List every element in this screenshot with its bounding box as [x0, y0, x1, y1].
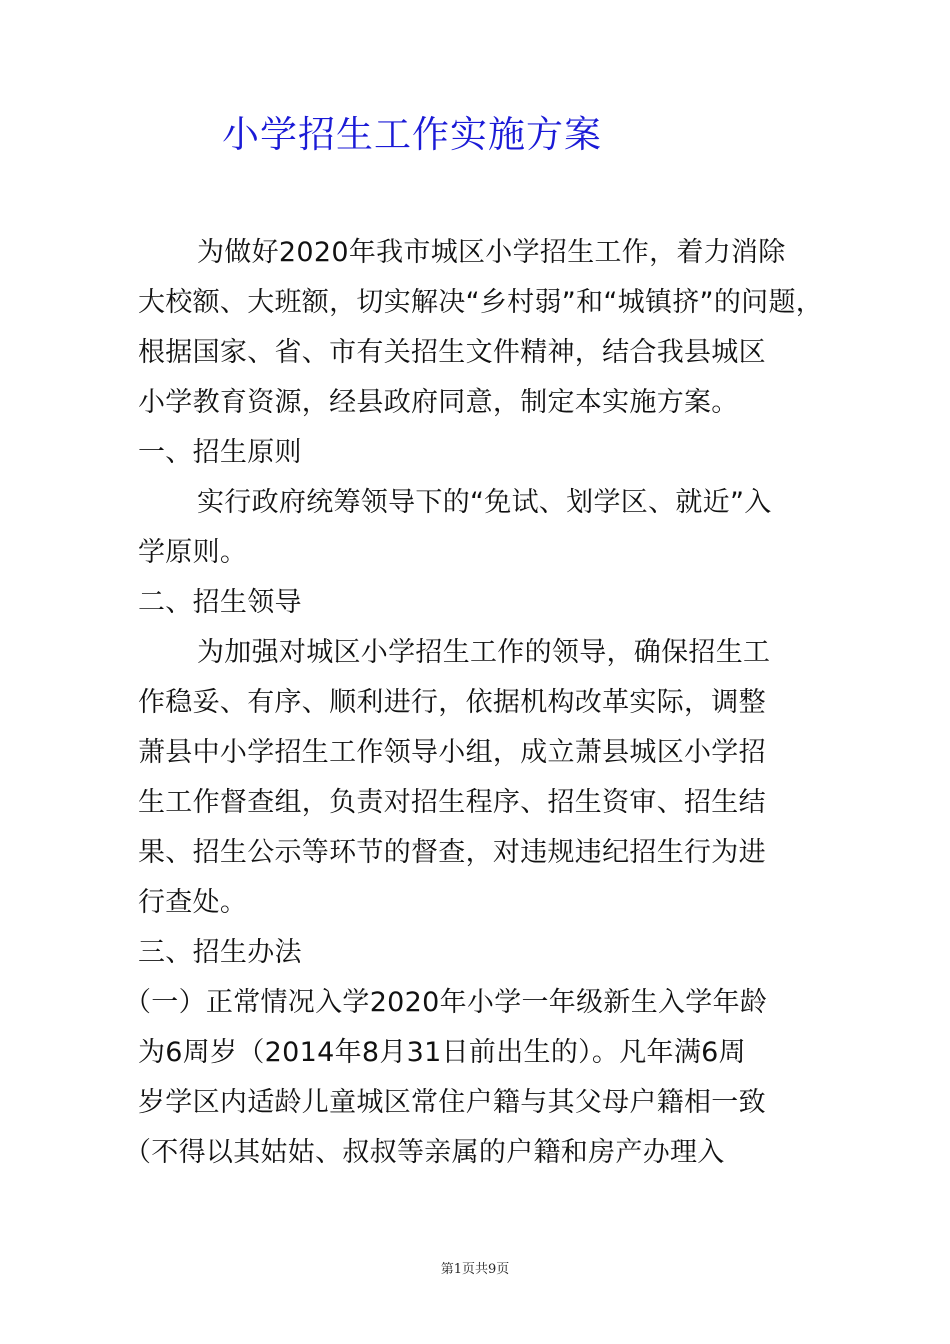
paragraph-line: 大校额、大班额，切实解决“乡村弱”和“城镇挤”的问题， — [138, 287, 824, 318]
paragraph-line: （一）正常情况入学2020年小学一年级新生入学年龄 — [124, 987, 768, 1018]
section-heading: 二、招生领导 — [138, 587, 302, 618]
paragraph-line: （不得以其姑姑、叔叔等亲属的户籍和房产办理入 — [124, 1137, 725, 1168]
paragraph-line: 生工作督查组，负责对招生程序、招生资审、招生结 — [138, 787, 766, 818]
paragraph-line: 岁学区内适龄儿童城区常住户籍与其父母户籍相一致 — [138, 1087, 766, 1118]
paragraph-line: 为6周岁（2014年8月31日前出生的）。凡年满6周 — [138, 1037, 746, 1068]
paragraph-line: 小学教育资源，经县政府同意，制定本实施方案。 — [138, 387, 739, 418]
document-title: 小学招生工作实施方案 — [222, 113, 602, 156]
paragraph-line: 根据国家、省、市有关招生文件精神，结合我县城区 — [138, 337, 766, 368]
page-footer: 第1页共9页 — [440, 1262, 510, 1277]
paragraph-line: 作稳妥、有序、顺利进行，依据机构改革实际，调整 — [138, 687, 766, 718]
paragraph-line: 学原则。 — [138, 537, 248, 568]
paragraph-line: 萧县中小学招生工作领导小组，成立萧县城区小学招 — [138, 737, 766, 768]
paragraph-line: 实行政府统筹领导下的“免试、划学区、就近”入 — [197, 487, 772, 518]
paragraph-line: 行查处。 — [138, 887, 248, 918]
section-heading: 一、招生原则 — [138, 437, 302, 468]
paragraph-line: 为做好2020年我市城区小学招生工作，着力消除 — [197, 237, 786, 268]
paragraph-line: 为加强对城区小学招生工作的领导，确保招生工 — [197, 637, 771, 668]
section-heading: 三、招生办法 — [138, 937, 302, 968]
paragraph-line: 果、招生公示等环节的督查，对违规违纪招生行为进 — [138, 837, 766, 868]
